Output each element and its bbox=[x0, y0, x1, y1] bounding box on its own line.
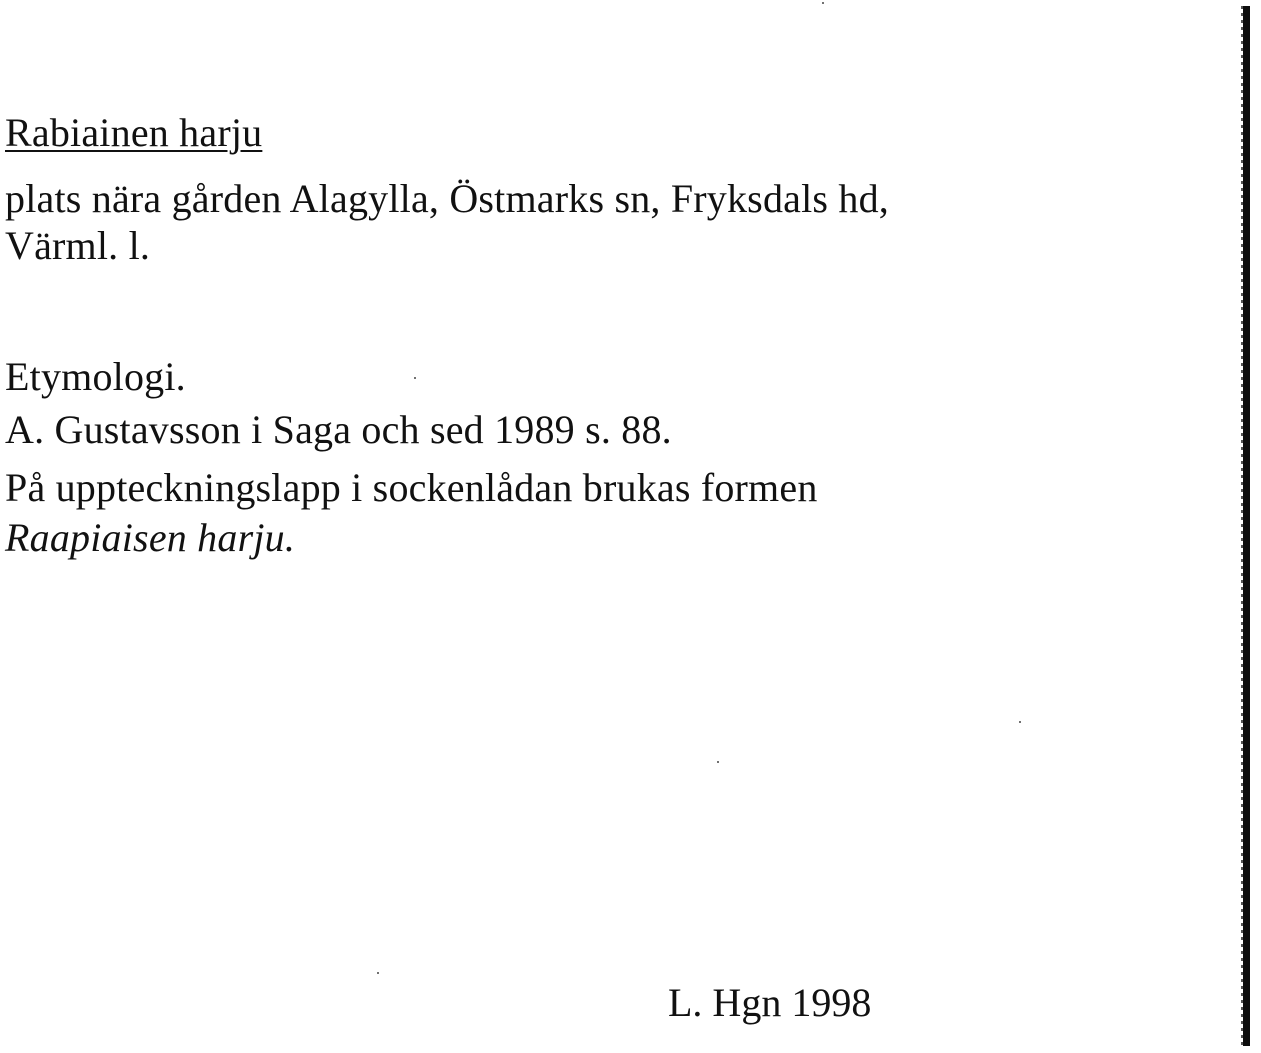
scan-speck bbox=[717, 761, 719, 763]
scan-speck bbox=[414, 377, 416, 379]
etymology-line-2: På uppteckningslapp i sockenlådan brukas formen bbox=[5, 465, 818, 510]
signature: L. Hgn 1998 bbox=[668, 980, 872, 1025]
etymology-line-3: Raapiaisen harju. bbox=[5, 515, 296, 560]
scan-speck bbox=[377, 972, 379, 974]
scan-speck bbox=[1019, 721, 1021, 723]
etymology-heading: Etymologi. bbox=[5, 354, 186, 399]
scan-edge-line bbox=[1243, 6, 1250, 1046]
entry-title: Rabiainen harju bbox=[5, 110, 263, 155]
location-line-2: Värml. l. bbox=[5, 223, 151, 268]
etymology-line-1: A. Gustavsson i Saga och sed 1989 s. 88. bbox=[5, 407, 672, 452]
scan-speck bbox=[822, 2, 824, 4]
location-line-1: plats nära gården Alagylla, Östmarks sn, Fryksdals hd, bbox=[5, 176, 889, 221]
